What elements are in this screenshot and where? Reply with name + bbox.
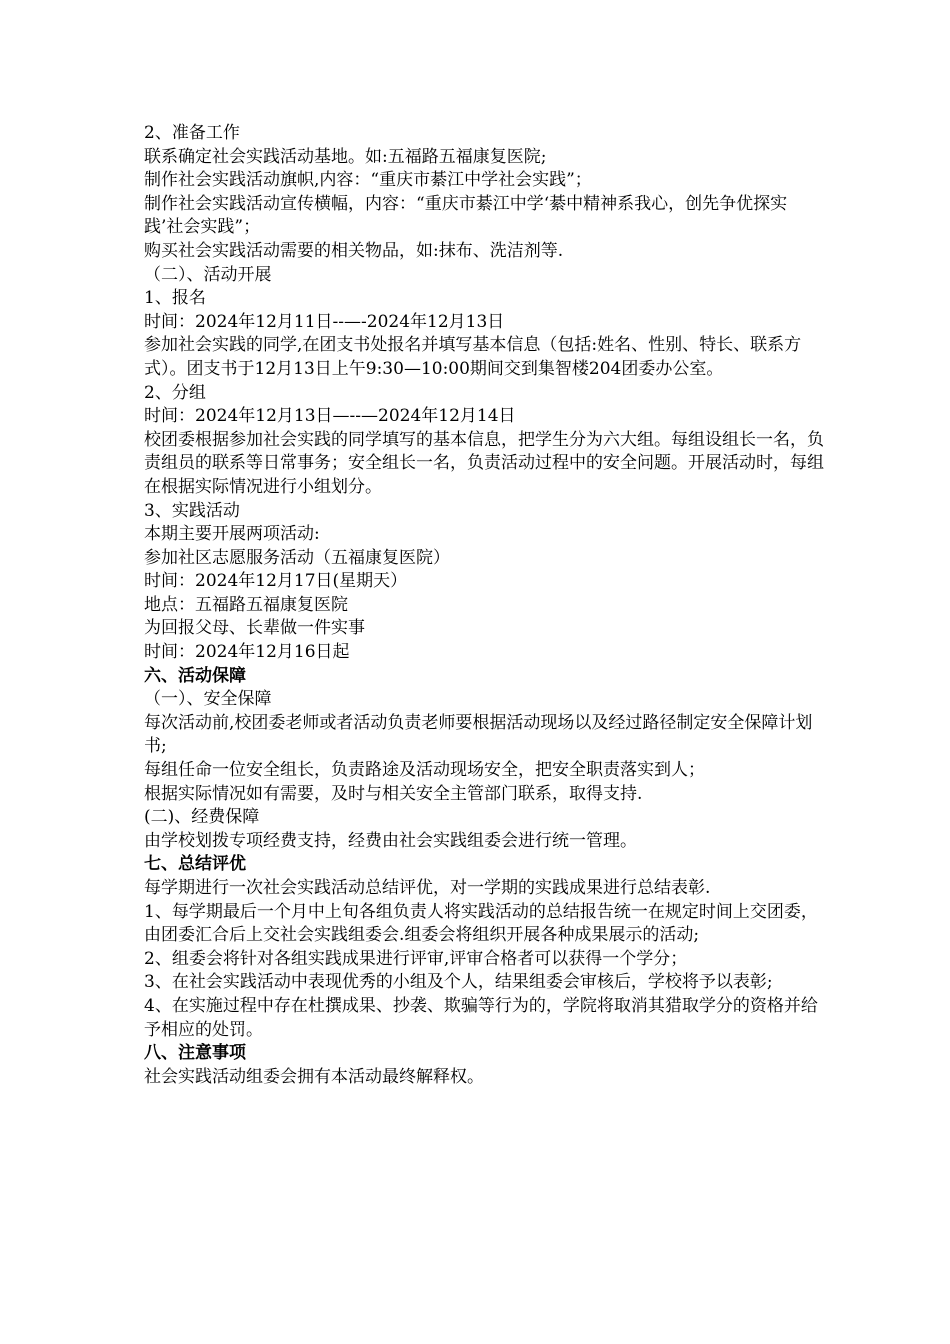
paragraph: 由学校划拨专项经费支持，经费由社会实践组委会进行统一管理。 (144, 830, 637, 851)
paragraph: 联系确定社会实践活动基地。如:五福路五福康复医院; (144, 146, 547, 167)
section-heading: 七、总结评优 (144, 854, 246, 875)
paragraph: 3、在社会实践活动中表现优秀的小组及个人，结果组委会审核后，学校将予以表彰; (144, 972, 773, 993)
paragraph: 校团委根据参加社会实践的同学填写的基本信息，把学生分为六大组。每组设组长一名，负责组员的联系等日常事务；安全组长一名，负责活动过程中的安全问题。开展活动时，每组在根据实际情况进行小组划分。 (144, 429, 824, 497)
paragraph: 地点：五福路五福康复医院 (144, 594, 348, 615)
paragraph: 时间：2024年12月16日起 (144, 642, 350, 663)
paragraph: 制作社会实践活动宣传横幅，内容：“重庆市綦江中学‘綦中精神系我心，创先争优探实践’社会实践”； (144, 193, 788, 238)
paragraph: 3、实践活动 (144, 500, 240, 521)
paragraph: 每学期进行一次社会实践活动总结评优，对一学期的实践成果进行总结表彰. (144, 878, 711, 898)
paragraph: （一）、安全保障 (144, 689, 272, 710)
paragraph: 时间：2024年12月13日—--—2024年12月14日 (144, 406, 516, 427)
paragraph: 本期主要开展两项活动: (144, 524, 320, 545)
paragraph: 1、每学期最后一个月中上旬各组负责人将实践活动的总结报告统一在规定时间上交团委，由团委汇合后上交社会实践组委会.组委会将组织开展各种成果展示的活动; (144, 901, 818, 946)
paragraph: 每组任命一位安全组长，负责路途及活动现场安全，把安全职责落实到人； (144, 760, 705, 781)
section-heading: 八、注意事项 (144, 1043, 246, 1064)
paragraph: (二)、经费保障 (144, 807, 260, 828)
paragraph: 时间：2024年12月11日--—-2024年12月13日 (144, 311, 505, 332)
paragraph: 4、在实施过程中存在杜撰成果、抄袭、欺骗等行为的，学院将取消其猎取学分的资格并给予相应的处罚。 (144, 995, 818, 1040)
paragraph: 为回报父母、长辈做一件实事 (144, 618, 365, 639)
paragraph: 根据实际情况如有需要，及时与相关安全主管部门联系，取得支持. (144, 783, 643, 804)
paragraph: 2、准备工作 (144, 123, 240, 143)
paragraph: 2、组委会将针对各组实践成果进行评审,评审合格者可以获得一个学分； (144, 948, 688, 969)
paragraph: 2、分组 (144, 382, 206, 403)
paragraph: 每次活动前,校团委老师或者活动负责老师要根据活动现场以及经过路径制定安全保障计划书; (144, 712, 813, 757)
paragraph: 购买社会实践活动需要的相关物品，如:抹布、洗洁剂等. (144, 240, 564, 261)
paragraph: （二）、活动开展 (144, 264, 272, 285)
document-body (144, 122, 824, 1089)
paragraph: 社会实践活动组委会拥有本活动最终解释权。 (144, 1066, 484, 1087)
paragraph: 参加社区志愿服务活动（五福康复医院） (144, 547, 450, 568)
paragraph: 制作社会实践活动旗帜,内容：“重庆市綦江中学社会实践”； (144, 170, 592, 191)
section-heading: 六、活动保障 (144, 665, 246, 686)
paragraph: 时间：2024年12月17日(星期天） (144, 571, 408, 592)
paragraph: 1、报名 (144, 288, 206, 309)
paragraph: 参加社会实践的同学,在团支书处报名并填写基本信息（包括:姓名、性别、特长、联系方式）。团支书于12月13日上午9:30—10:00期间交到集智楼204团委办公室。 (144, 335, 802, 379)
